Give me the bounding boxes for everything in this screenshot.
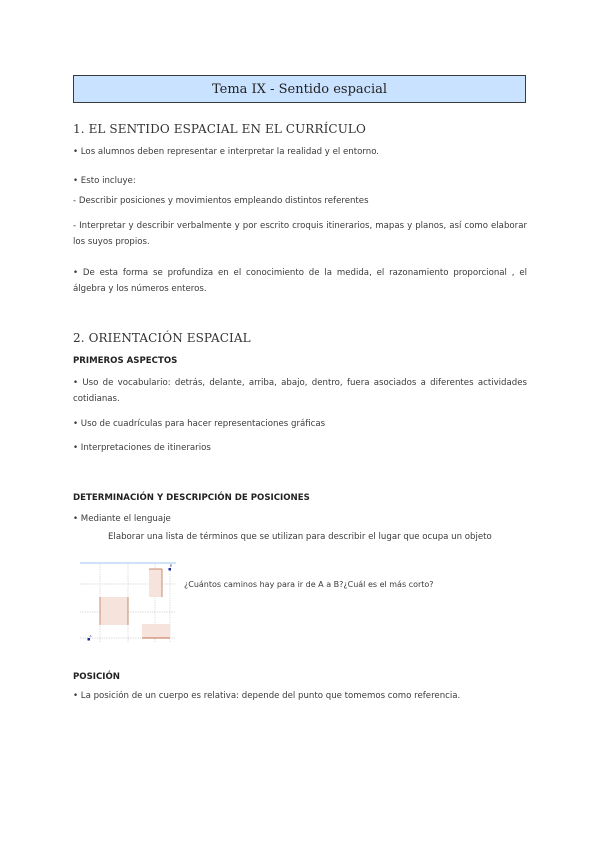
page-title: Tema IX - Sentido espacial [211,81,388,97]
grid-path-figure [80,562,176,642]
subsection-posiciones-heading: DETERMINACIÓN Y DESCRIPCIÓN DE POSICIONES [73,493,310,503]
point-b-label: B [170,563,173,568]
section-1-paragraph-4: - Interpretar y describir verbalmente y por escrito croquis itinerarios, mapas y planos, así como elaborar los suyos propios. [73,221,527,247]
subsection-primeros-aspectos-heading: PRIMEROS ASPECTOS [73,356,178,366]
subsection-1-paragraph-2: • Uso de cuadrículas para hacer representaciones gráficas [73,419,326,429]
page-title-box [73,75,526,103]
point-a-label: A [89,634,92,638]
figure-caption: ¿Cuántos caminos hay para ir de A a B?¿Cuál es el más corto? [184,580,434,589]
subsection-2-paragraph-2: Elaborar una lista de términos que se utilizan para describir el lugar que ocupa un objeto [108,532,492,542]
section-1-paragraph-3: - Describir posiciones y movimientos empleando distintos referentes [73,196,369,206]
subsection-posicion-heading: POSICIÓN [73,672,120,682]
subsection-1-paragraph-1: • Uso de vocabulario: detrás, delante, arriba, abajo, dentro, fuera asociados a diferentes actividades cotidianas. [73,378,527,404]
section-1-paragraph-2: • Esto incluye: [73,176,136,186]
section-1-paragraph-5: • De esta forma se profundiza en el conocimiento de la medida, el razonamiento proporcional , el álgebra y los números enteros. [73,268,527,294]
subsection-2-paragraph-1: • Mediante el lenguaje [73,514,171,524]
section-2-heading: 2. ORIENTACIÓN ESPACIAL [73,331,251,345]
subsection-1-paragraph-3: • Interpretaciones de itinerarios [73,443,211,453]
section-1-heading: 1. EL SENTIDO ESPACIAL EN EL CURRÍCULO [73,122,366,136]
section-1-paragraph-1: • Los alumnos deben representar e interpretar la realidad y el entorno. [73,147,380,157]
subsection-3-paragraph-1: • La posición de un cuerpo es relativa: depende del punto que tomemos como referencia. [73,691,461,701]
